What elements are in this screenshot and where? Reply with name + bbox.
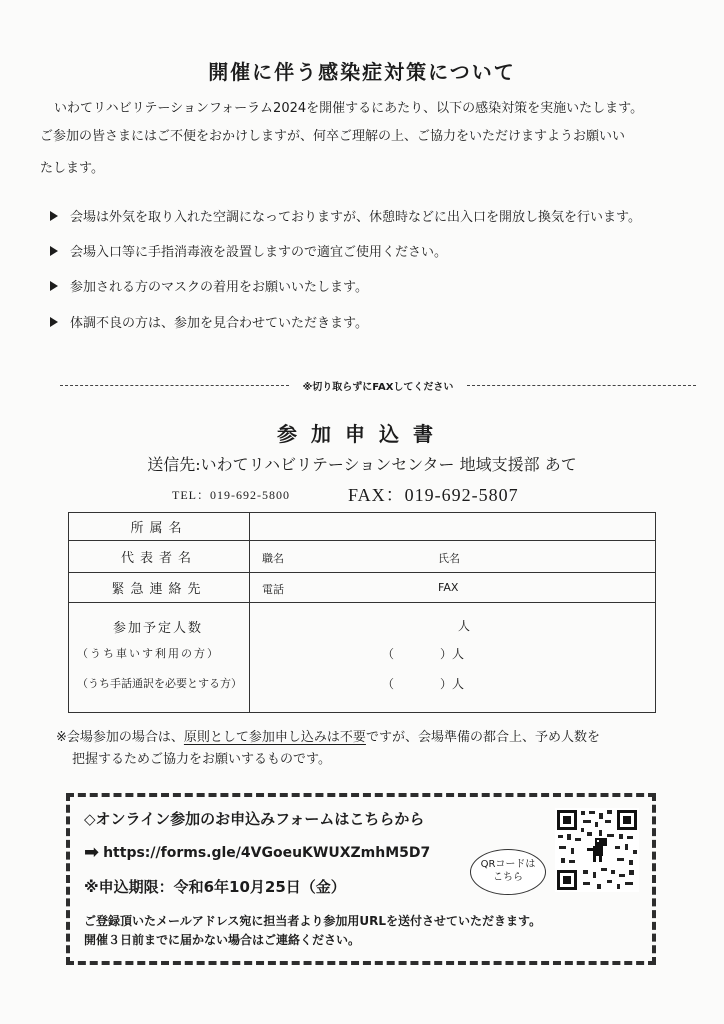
arrow-right-icon: ➡ [84,842,100,863]
sign-language-paren-open: （ [382,677,395,691]
venue-note-line-2: 把握するためご協力をお願いするものです。 [72,752,331,767]
bullet-item [50,241,447,260]
online-note-2: 開催３日前までに届かない場合はご連絡ください。 [84,933,361,947]
representative-field[interactable] [250,541,656,573]
qr-label-1: QRコードは [480,859,536,870]
deadline: ※申込期限：令和6年10月25日（金） [84,878,346,896]
affiliation-label: 所属名 [69,513,250,541]
notice-title: 開催に伴う感染症対策について [208,60,516,84]
note-part-1: 会場参加の場合は、 [66,730,184,745]
bullet-text: 参加される方のマスクの着用をお願いいたします。 [70,280,368,295]
attendance-fields[interactable] [250,603,656,713]
planned-count-unit: 人 [458,619,471,633]
emergency-contact-field[interactable] [250,573,656,603]
emergency-contact-label: 緊急連絡先 [69,573,250,603]
bullet-text: 会場入口等に手指消毒液を設置しますので適宜ご使用ください。 [70,245,448,260]
intro-line-3: たします。 [40,161,104,176]
dashed-divider [467,385,696,386]
triangle-bullet-icon [50,246,58,256]
fax-number: FAX：019-692-5807 [348,485,519,505]
name-label: 氏名 [438,552,460,565]
triangle-bullet-icon [50,317,58,327]
intro-line-1: いわてリハビリテーションフォーラム2024を開催するにあたり、以下の感染対策を実施いたします。 [54,101,644,116]
representative-label: 代表者名 [69,541,250,573]
online-note-1: ご登録頂いたメールアドレス宛に担当者より参加用URLを送付させていただきます。 [84,914,542,928]
venue-note-line-1 [56,726,600,745]
tel-number: TEL：019-692-5800 [172,488,290,502]
sign-language-unit: ）人 [440,677,465,691]
cut-line-text: ※切り取らずにFAXしてください [302,382,454,393]
triangle-bullet-icon [50,211,58,221]
bullet-text: 会場は外気を取り入れた空調になっておりますが、休憩時などに出入口を開放し換気を行います。 [70,210,641,225]
bullet-item [50,312,368,331]
bullet-item [50,206,641,225]
note-part-3: ですが、会場準備の都合上、予め人数を [365,730,600,745]
wheelchair-paren-open: （ [382,647,395,661]
send-to: 送信先:いわてリハビリテーションセンター 地域支援部 あて [147,455,577,474]
wheelchair-label: （うち車いす利用の方） [77,647,220,660]
affiliation-field[interactable] [250,513,656,541]
fax-label: FAX [438,581,459,594]
triangle-bullet-icon [50,281,58,291]
planned-count-label: 参加予定人数 [113,621,204,636]
attendance-labels [69,603,250,713]
form-link-row[interactable] [84,842,430,863]
position-label: 職名 [262,552,284,565]
qr-speech-bubble [470,849,546,895]
phone-label: 電話 [262,583,284,596]
intro-line-2: ご参加の皆さまにはご不便をおかけしますが、何卒ご理解の上、ご協力をいただけますようお願いい [40,129,626,144]
application-form-table [68,512,656,713]
bullet-item [50,276,368,295]
note-emphasis: 原則として参加申し込みは不要 [183,730,366,745]
online-heading: ◇オンライン参加のお申込みフォームはこちらから [84,810,425,828]
qr-label-2: こちら [493,872,523,883]
sign-language-label: （うち手話通訳を必要とする方） [77,677,242,690]
qr-code-icon[interactable] [555,808,639,892]
cut-line [60,378,696,393]
wheelchair-unit: ）人 [440,647,465,661]
dashed-divider [60,385,289,386]
bullet-text: 体調不良の方は、参加を見合わせていただきます。 [70,316,368,331]
form-title: 参加申込書 [277,422,447,446]
note-mark: ※ [56,730,67,745]
form-url-link[interactable]: https://forms.gle/4VGoeuKWUXZmhM5D7 [103,844,431,861]
